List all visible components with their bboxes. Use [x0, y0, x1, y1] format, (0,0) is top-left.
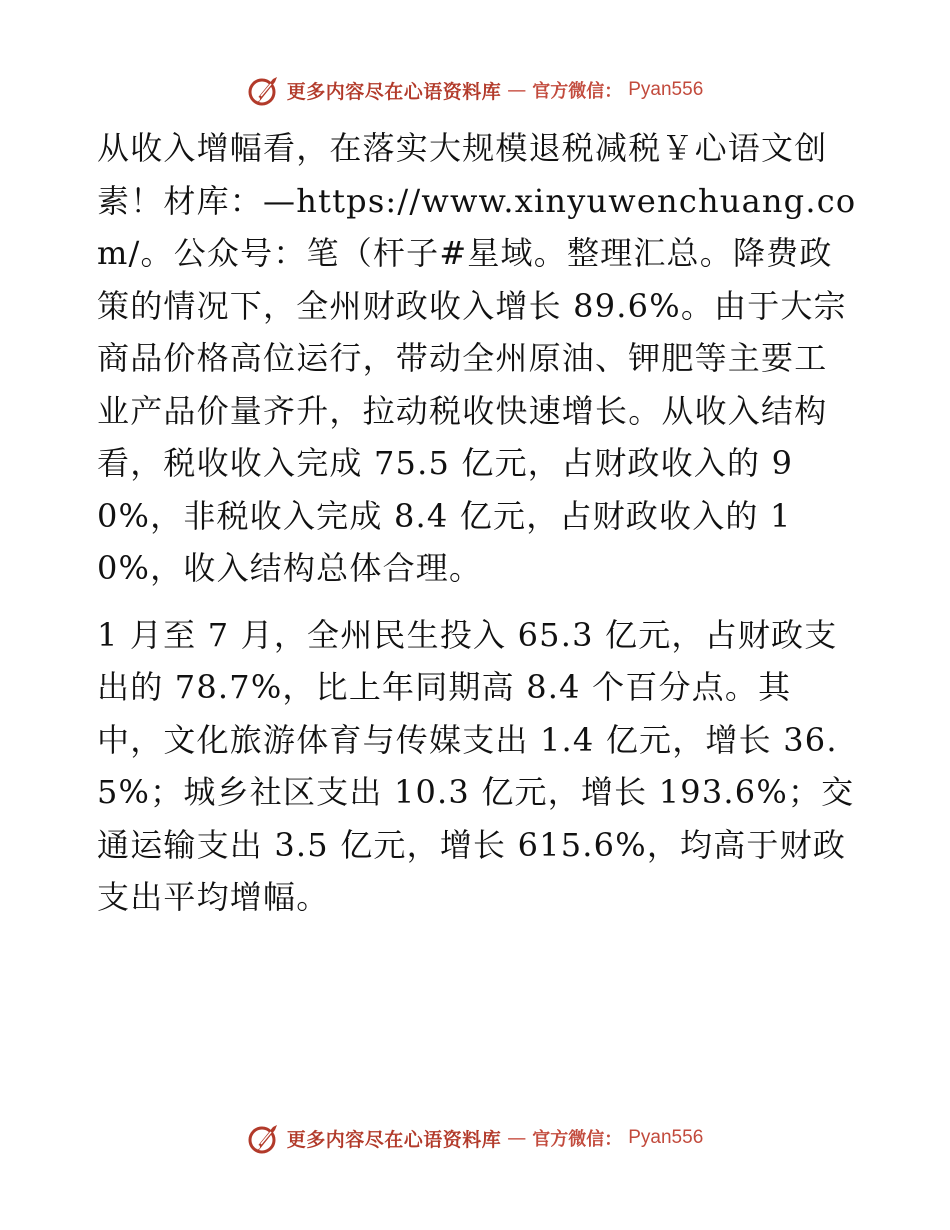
header-banner-wechat-id: Pyan556	[628, 79, 704, 100]
document-body	[97, 122, 857, 924]
header-banner-title: 更多内容尽在心语资料库	[286, 80, 502, 103]
footer-banner-inner	[247, 1121, 704, 1155]
quill-pen-logo-icon	[247, 73, 281, 107]
page-header-banner	[0, 70, 950, 110]
paragraph-revenue: 从收入增幅看，在落实大规模退税减税￥心语文创素！材库：—https://www.xinyuwenchuang.com/。公众号：笔（杆子#星域。整理汇总。降费政策的情况下，全州财政收入增长 89.6%。由于大宗商品价格高位运行，带动全州原油、钾肥等主要工业产品价量齐升，拉动税收快速增长。从收入结构看，税收收入完成 75.5 亿元，占财政收入的 90%，非税收入完成 8.4 亿元，占财政收入的 10%，收入结构总体合理。	[97, 129, 857, 587]
quill-pen-logo-icon	[247, 1121, 281, 1155]
footer-banner-wechat-label: 官方微信：	[532, 1129, 623, 1150]
header-banner-inner	[247, 73, 704, 107]
header-banner-dash: —	[507, 79, 527, 101]
footer-banner-title: 更多内容尽在心语资料库	[286, 1128, 502, 1151]
page-footer-banner	[0, 1118, 950, 1158]
footer-banner-wechat-id: Pyan556	[628, 1127, 704, 1148]
paragraph-expenditure: 1 月至 7 月，全州民生投入 65.3 亿元，占财政支出的 78.7%，比上年同期高 8.4 个百分点。其中，文化旅游体育与传媒支出 1.4 亿元，增长 36.5%；城乡社区支出 10.3 亿元，增长 193.6%；交通运输支出 3.5 亿元，增长 615.6%，均高于财政支出平均增幅。	[97, 615, 855, 916]
header-banner-wechat-label: 官方微信：	[532, 81, 623, 102]
footer-banner-dash: —	[507, 1127, 527, 1149]
